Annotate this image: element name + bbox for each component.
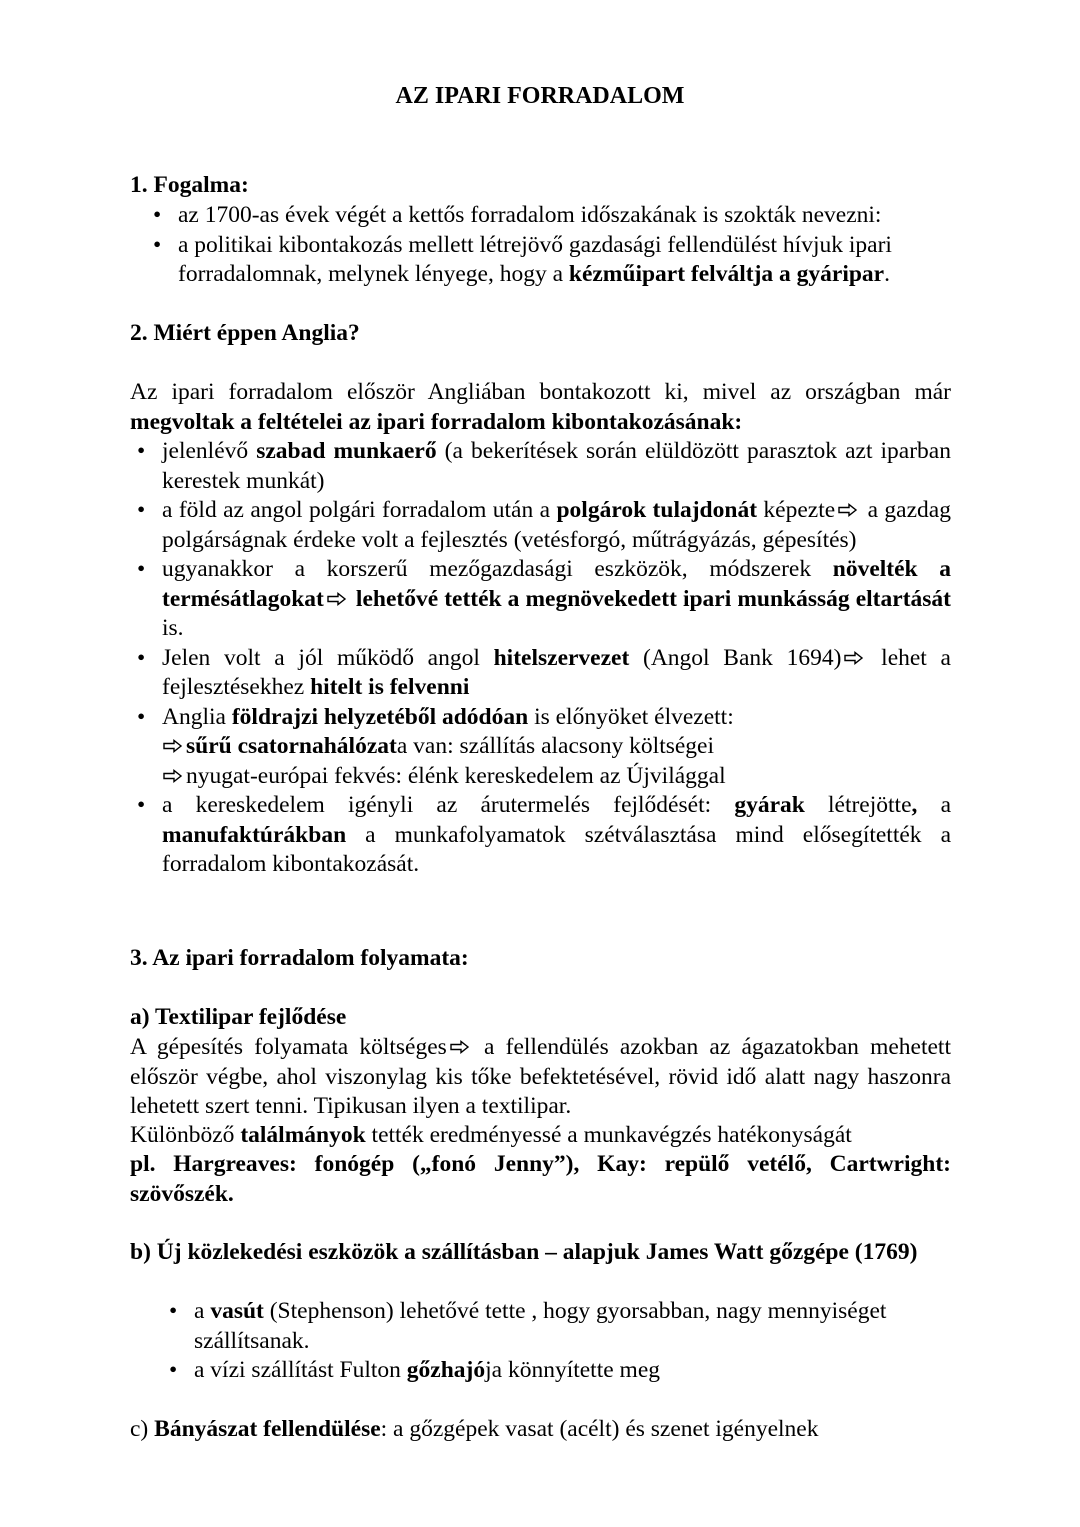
sub-item: sűrű csatornahálózata van: szállítás alacsony költségei <box>162 732 951 762</box>
list-item: • ugyanakkor a korszerű mezőgazdasági eszközök, módszerek növelték a termésátlagokat lehetővé tették a megnövekedett ipari munkásság eltartását is. <box>137 556 951 641</box>
list-item: • a politikai kibontakozás mellett létrejövő gazdasági fellendülést hívjuk ipari forradalomnak, melynek lényege, hogy a kézműipart felváltja a gyáripar. <box>153 231 892 287</box>
bullet-icon: • <box>153 231 162 258</box>
subsection-a-examples: pl. Hargreaves: fonógép („fonó Jenny”), Kay: repülő vetélő, Cartwright: szövőszék. <box>130 1151 951 1207</box>
arrow-right-outline-icon <box>326 592 348 606</box>
list-item: • a vasút (Stephenson) lehetővé tette , hogy gyorsabban, nagy mennyiséget szállítsanak. <box>169 1298 887 1354</box>
list-item: • a föld az angol polgári forradalom után a polgárok tulajdonát képezte a gazdag polgárságnak érdeke volt a fejlesztés (vetésforgó, műtrágyázás, gépesítés) <box>137 497 951 553</box>
arrow-right-outline-icon <box>449 1040 471 1054</box>
bullet-icon: • <box>137 792 146 818</box>
page-title: AZ IPARI FORRADALOM <box>395 83 685 109</box>
sub-item: nyugat-európai fekvés: élénk kereskedelem az Újvilággal <box>162 762 951 792</box>
subsection-b-list <box>169 1297 951 1386</box>
arrow-right-outline-icon <box>843 651 865 665</box>
section-2-intro: Az ipari forradalom először Angliában bontakozott ki, mivel az országban már megvoltak a feltételei az ipari forradalom kibontakozásának: <box>130 379 951 435</box>
section-1-heading: 1. Fogalma: <box>130 172 249 198</box>
bullet-icon: • <box>169 1357 178 1383</box>
list-item: • Jelen volt a jól működő angol hitelszervezet (Angol Bank 1694) lehet a fejlesztésekhez hitelt is felvenni <box>137 644 951 700</box>
list-item: • a vízi szállítást Fulton gőzhajója könnyítette meg <box>194 1356 951 1386</box>
bullet-icon: • <box>137 703 146 730</box>
bullet-icon: • <box>137 438 146 464</box>
list-item: • Anglia földrajzi helyzetéből adódóan is előnyöket élvezett: sűrű csatornahálózata van: szállítás alacsony költségei nyugat-európai fekvés: élénk kereskedelem az Újvilággal <box>162 703 951 792</box>
list-item: • az 1700-as évek végét a kettős forradalom időszakának is szokták nevezni: <box>178 201 951 231</box>
bullet-icon: • <box>169 1298 178 1324</box>
bullet-icon: • <box>137 556 146 582</box>
subsection-a-paragraph: A gépesítés folyamata költséges a fellendülés azokban az ágazatokban mehetett először végbe, ahol viszonylag kis tőke befektetésével, rövid idő alatt nagy haszonra lehetett szert tenni. Tipikusan ilyen a textilipar. <box>130 1034 951 1119</box>
subsection-a-inventions: Különböző találmányok tették eredményessé a munkavégzés hatékonyságát <box>130 1122 852 1148</box>
bullet-icon: • <box>137 497 146 523</box>
arrow-right-outline-icon <box>162 769 184 783</box>
section-1-list <box>153 201 951 290</box>
list-item: • jelenlévő szabad munkaerő (a bekerítések során elüldözött parasztok azt iparban kerestek munkát) <box>137 438 951 494</box>
bullet-icon: • <box>137 644 146 671</box>
section-2-heading: 2. Miért éppen Anglia? <box>130 320 360 346</box>
arrow-right-outline-icon <box>162 739 184 753</box>
section-3-heading: 3. Az ipari forradalom folyamata: <box>130 945 469 971</box>
bullet-icon: • <box>153 202 162 228</box>
subsection-a-heading: a) Textilipar fejlődése <box>130 1004 347 1030</box>
arrow-right-outline-icon <box>837 503 859 517</box>
list-item: • a kereskedelem igényli az árutermelés fejlődését: gyárak létrejötte, a manufaktúrákban a munkafolyamatok szétválasztása mind elősegítették a forradalom kibontakozását. <box>137 792 952 877</box>
subsection-c: c) Bányászat fellendülése: a gőzgépek vasat (acélt) és szenet igényelnek <box>130 1416 819 1442</box>
section-2-list <box>137 437 952 880</box>
subsection-b-heading: b) Új közlekedési eszközök a szállításban – alapjuk James Watt gőzgépe (1769) <box>130 1239 918 1265</box>
